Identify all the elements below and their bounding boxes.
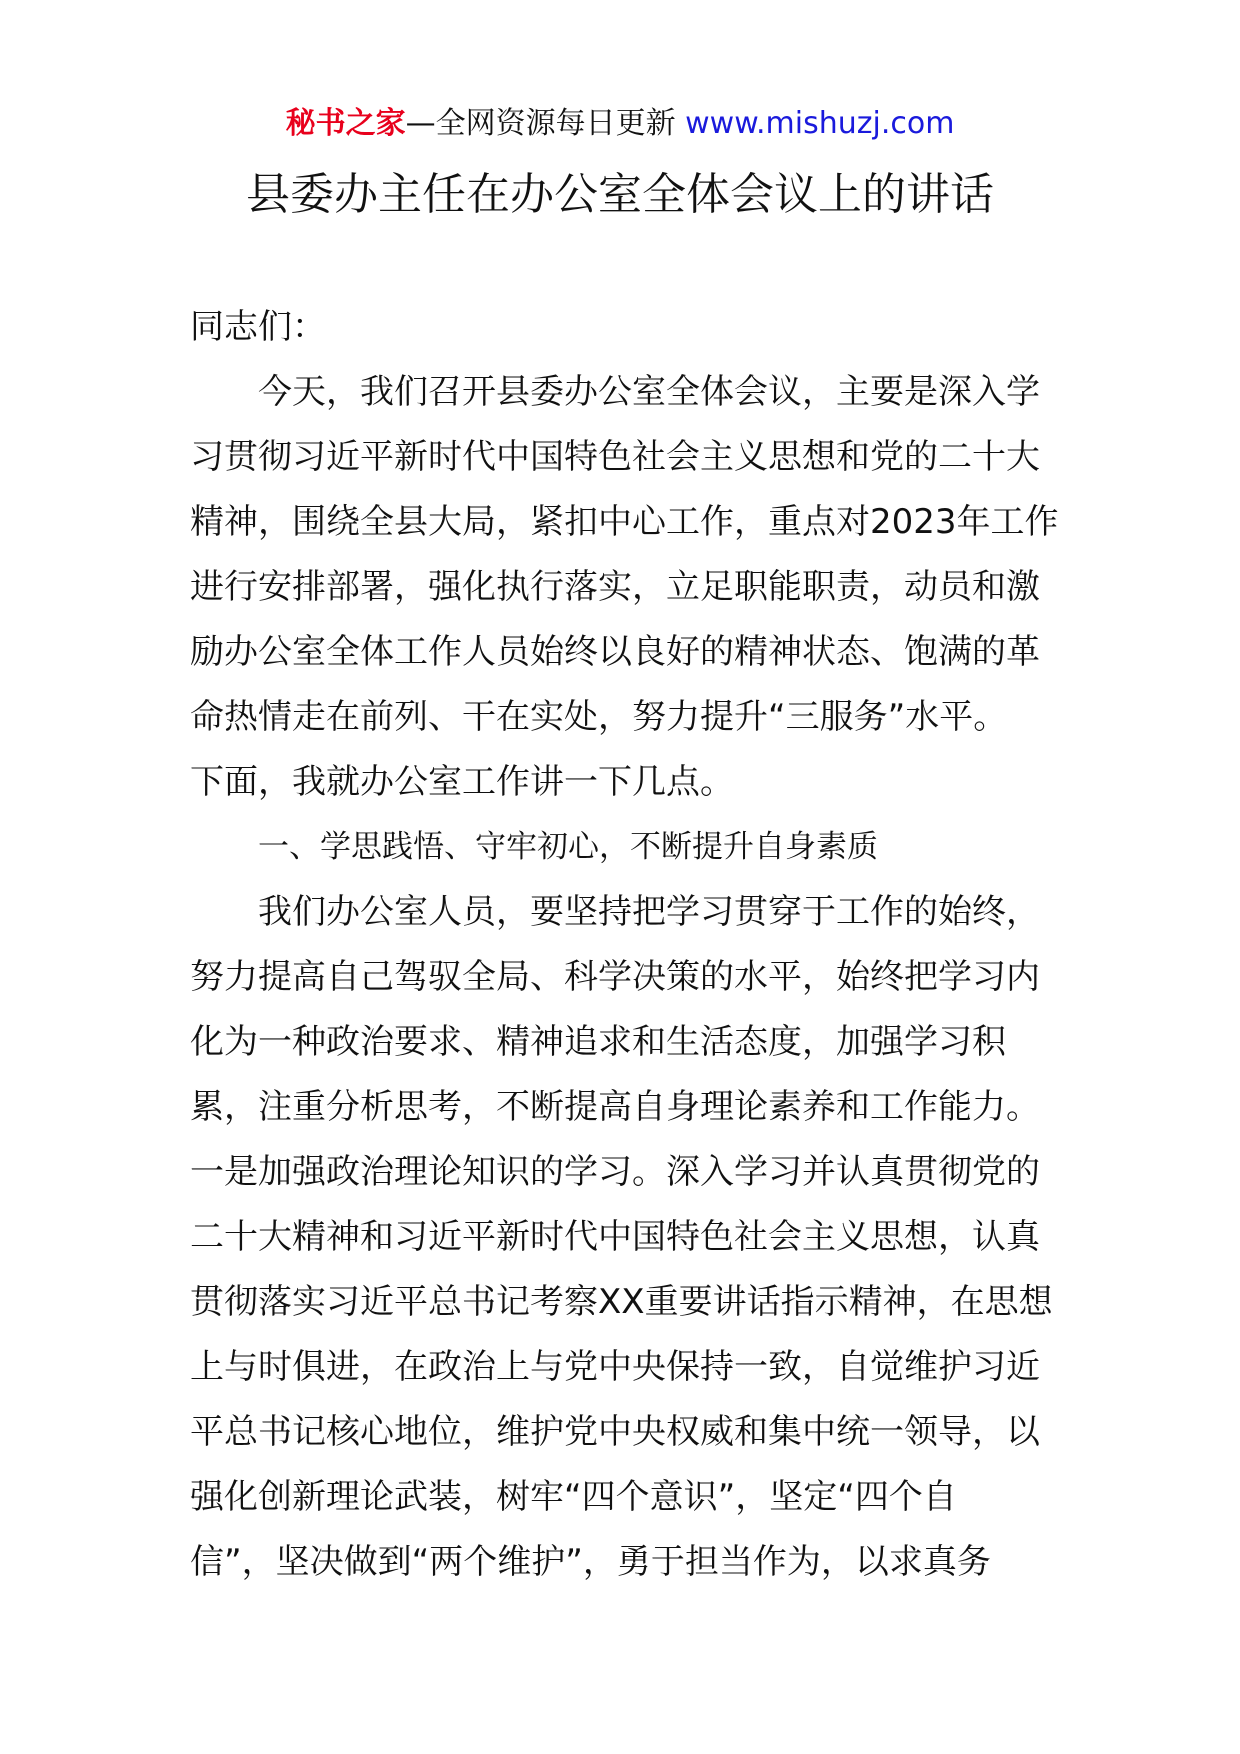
section-heading: 一、学思践悟、守牢初心，不断提升自身素质	[258, 829, 878, 865]
paragraph-line: 精神，围绕全县大局，紧扣中心工作，重点对2023年工作	[190, 502, 1059, 542]
paragraph-line: 化为一种政治要求、精神追求和生活态度，加强学习积	[190, 1022, 1006, 1062]
site-url-link[interactable]: www.mishuzj.com	[685, 106, 955, 141]
paragraph-line: 信”，坚决做到“两个维护”，勇于担当作为，以求真务	[190, 1542, 991, 1582]
paragraph-line: 贯彻落实习近平总书记考察XX重要讲话指示精神，在思想	[190, 1282, 1053, 1322]
paragraph-line: 上与时俱进，在政治上与党中央保持一致，自觉维护习近	[190, 1347, 1040, 1387]
paragraph-line: 二十大精神和习近平新时代中国特色社会主义思想，认真	[190, 1217, 1040, 1257]
paragraph-line: 习贯彻习近平新时代中国特色社会主义思想和党的二十大	[190, 437, 1040, 477]
site-slogan: —全网资源每日更新	[405, 106, 686, 141]
paragraph-line: 努力提高自己驾驭全局、科学决策的水平，始终把学习内	[190, 957, 1040, 997]
document-body	[190, 295, 1070, 1595]
paragraph-line: 一是加强政治理论知识的学习。深入学习并认真贯彻党的	[190, 1152, 1040, 1192]
document-title: 县委办主任在办公室全体会议上的讲话	[246, 169, 994, 220]
paragraph-line: 强化创新理论武装，树牢“四个意识”，坚定“四个自	[190, 1477, 957, 1517]
paragraph-line: 今天，我们召开县委办公室全体会议，主要是深入学	[258, 372, 1040, 412]
paragraph-line: 平总书记核心地位，维护党中央权威和集中统一领导，以	[190, 1412, 1040, 1452]
site-name: 秘书之家	[285, 106, 406, 141]
paragraph-line: 励办公室全体工作人员始终以良好的精神状态、饱满的革	[190, 632, 1040, 672]
paragraph-line: 下面，我就办公室工作讲一下几点。	[190, 762, 734, 802]
paragraph-line: 我们办公室人员，要坚持把学习贯穿于工作的始终，	[258, 892, 1040, 932]
paragraph-line: 累，注重分析思考，不断提高自身理论素养和工作能力。	[190, 1087, 1040, 1127]
site-header	[0, 102, 1240, 146]
paragraph-line: 命热情走在前列、干在实处，努力提升“三服务”水平。	[190, 697, 1008, 737]
salutation: 同志们：	[190, 307, 326, 347]
paragraph-line: 进行安排部署，强化执行落实，立足职能职责，动员和激	[190, 567, 1040, 607]
